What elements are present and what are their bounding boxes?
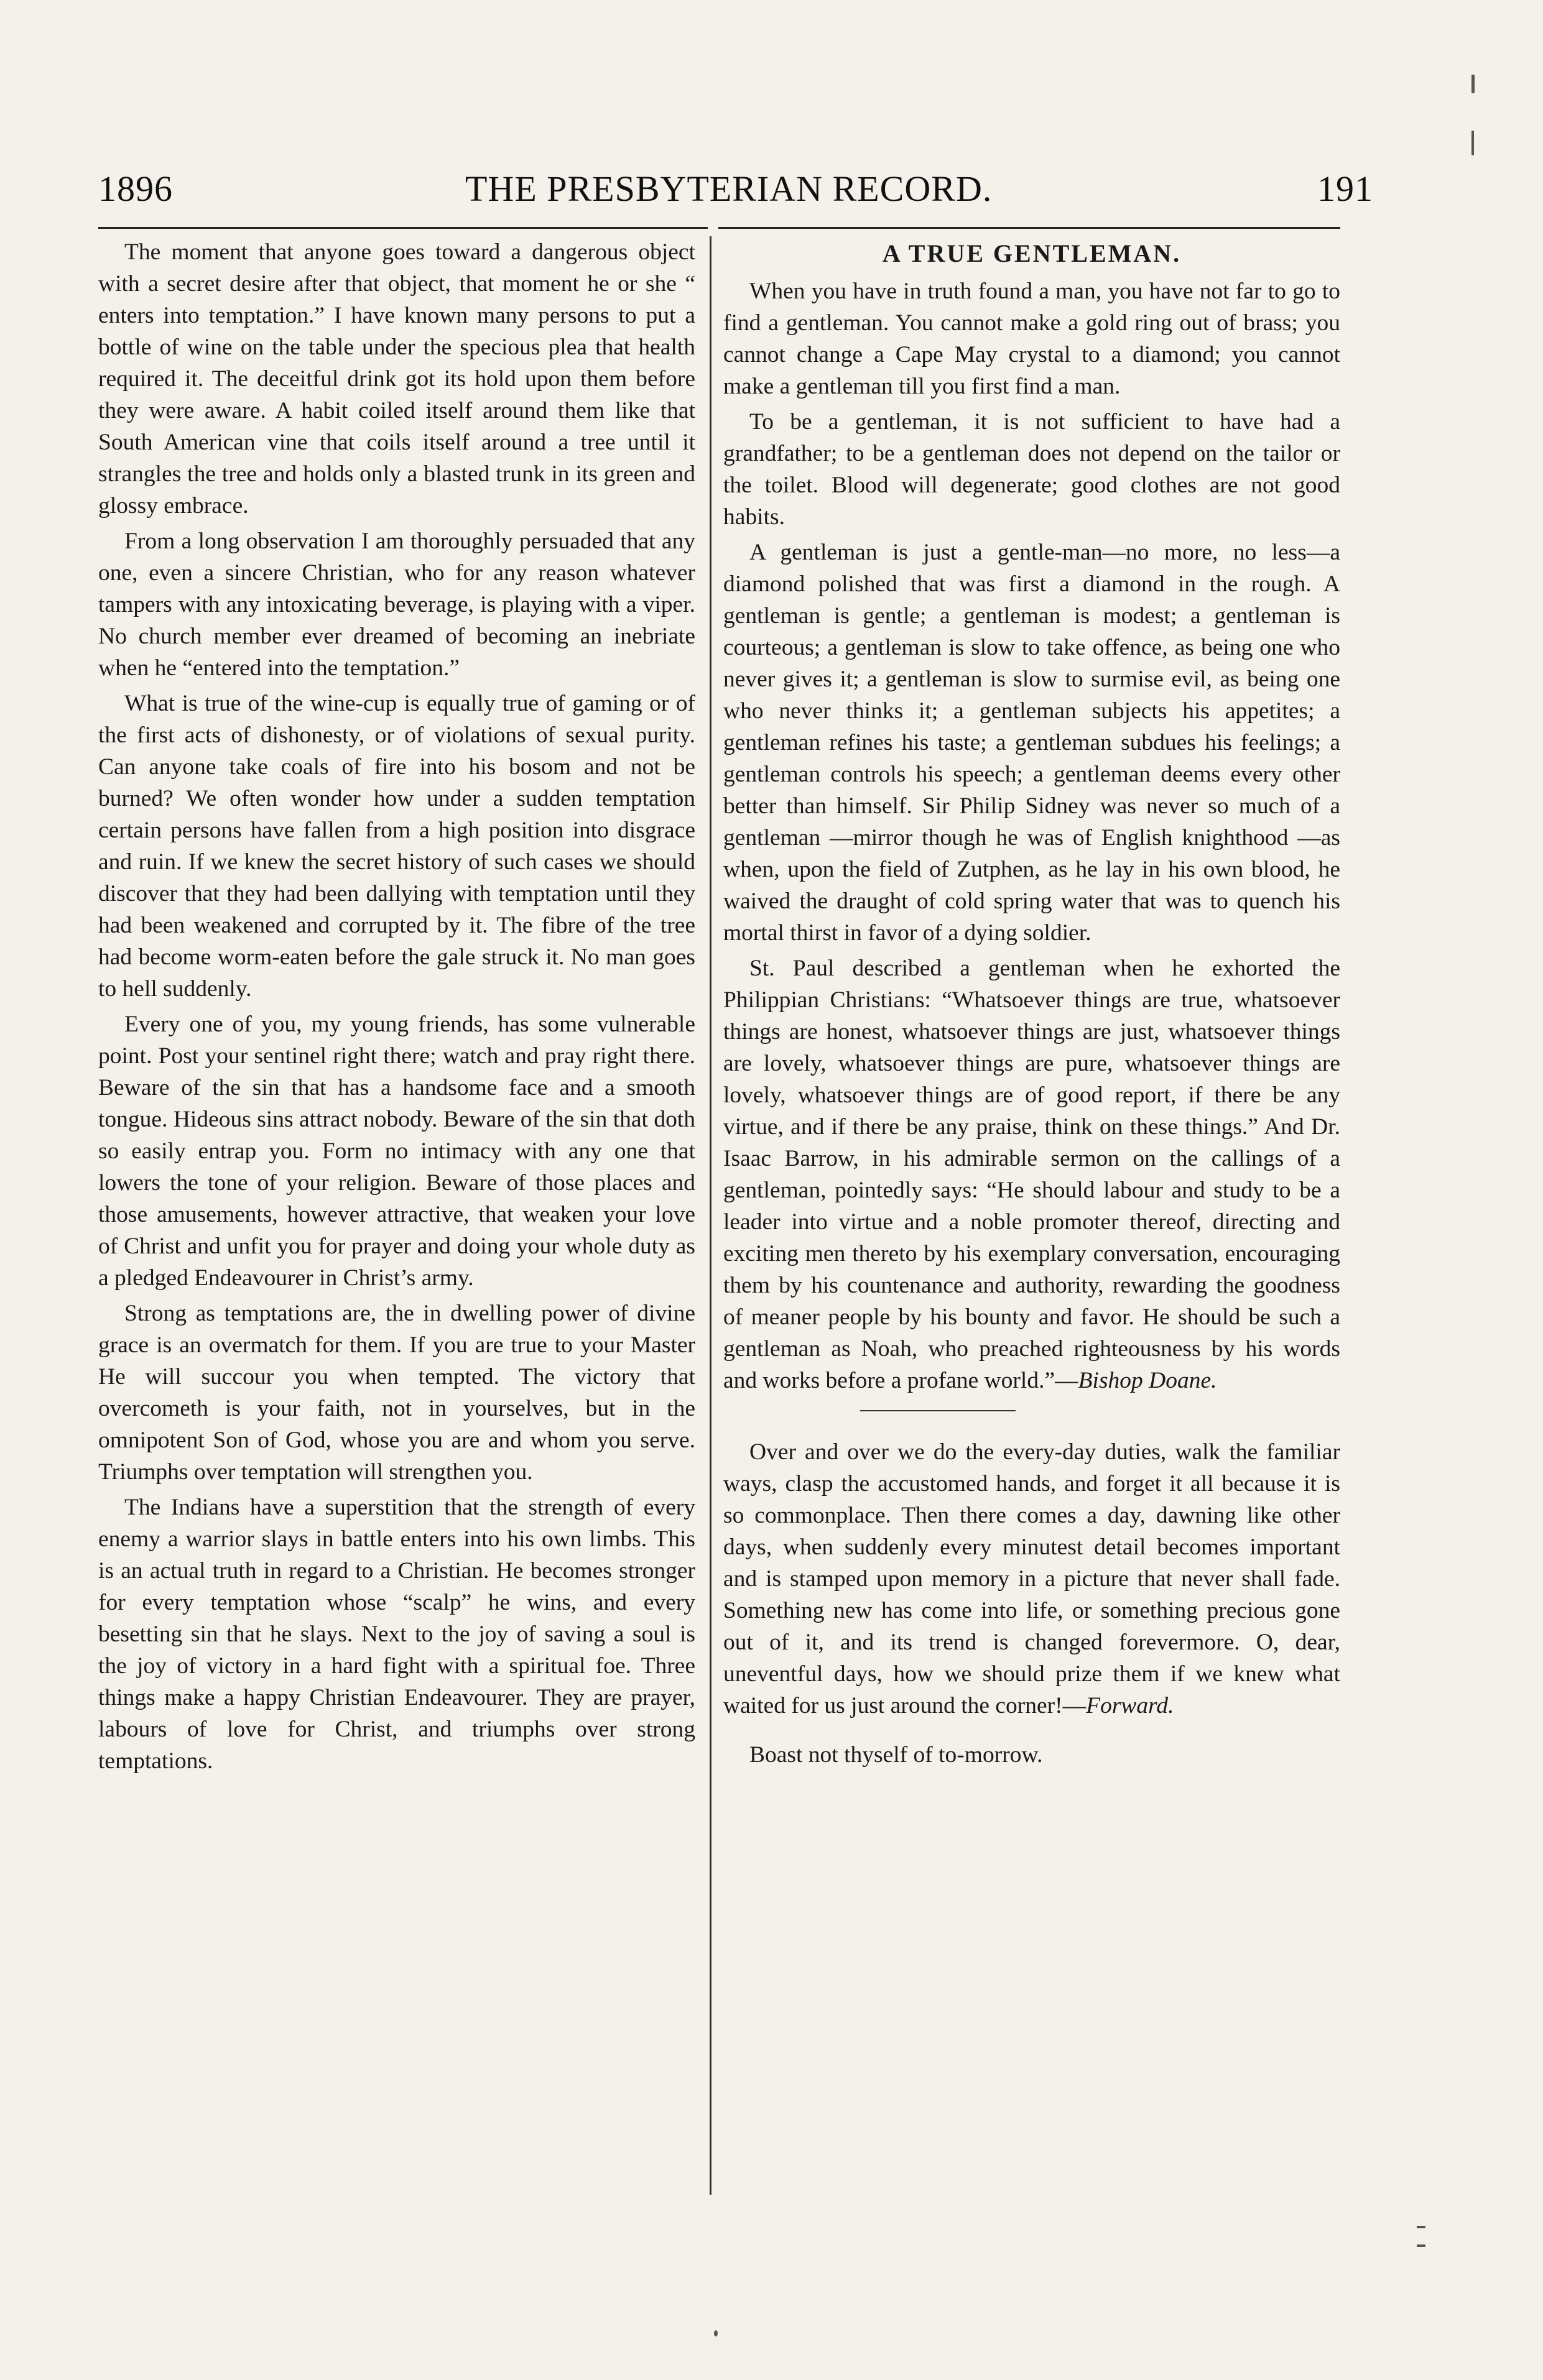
left-paragraph: The Indians have a superstition that the strength of every enemy a warrior slays in battle enters into his own limbs. This is an actual truth in regard to a Christian. He becomes stronger for every temptation whose “scalp” he wins, and every besetting sin that he slays. Next to the joy of saving a soul is the joy of victory in a hard fight with a spiritual foe. Three things make a happy Christian Endeavourer. They are prayer, labours of love for Christ, and triumphs over strong temptations.: [98, 1495, 695, 1774]
left-column: [98, 236, 695, 1781]
right-paragraph: When you have in truth found a man, you have not far to go to find a gentleman. You cannot make a gold ring out of brass; you cannot change a Cape May crystal to a diamond; you cannot make a gentleman till you first find a man.: [723, 279, 1340, 399]
header-year: 1896: [98, 168, 173, 209]
attribution: Bishop Doane.: [1078, 1368, 1217, 1393]
right-paragraph-with-attribution: [723, 952, 1340, 1396]
scan-mark: [714, 2330, 718, 2336]
scan-mark: [1417, 2226, 1425, 2228]
column-divider: [710, 236, 711, 2195]
scan-mark: [1471, 131, 1474, 155]
article-heading: A TRUE GENTLEMAN.: [882, 239, 1182, 267]
header-title: THE PRESBYTERIAN RECORD.: [465, 168, 993, 209]
header-rule-left: [98, 227, 708, 229]
left-paragraph: The moment that anyone goes toward a dangerous object with a secret desire after that object, that moment he or she “ enters into temptation.” I have known many persons to put a bottle of wine on the table under the specious plea that health required it. The deceitful drink got its hold upon them before they were aware. A habit coiled itself around them like that South American vine that coils itself around a tree until it strangles the tree and holds only a blasted trunk in its green and glossy embrace.: [98, 239, 695, 519]
left-paragraph: Every one of you, my young friends, has some vulnerable point. Post your sentinel right there; watch and pray right there. Beware of the sin that has a handsome face and a smooth tongue. Hideous sins attract nobody. Beware of the sin that doth so easily entrap you. Form no intimacy with any one that lowers the tone of your religion. Beware of those places and those amusements, however attractive, that weaken your love of Christ and unfit you for prayer and doing your whole duty as a pledged Endeavourer in Christ’s army.: [98, 1012, 695, 1291]
scan-mark: [1471, 75, 1475, 93]
left-paragraph: What is true of the wine-cup is equally true of gaming or of the first acts of dishonesty, or of violations of sexual purity. Can anyone take coals of fire into his bosom and not be burned? We often wonder how under a sudden temptation certain persons have fallen from a high position into disgrace and ruin. If we knew the secret history of such cases we should discover that they had been dallying with temptation until they had been weakened and corrupted by it. The fibre of the tree had become worm-eaten before the gale struck it. No man goes to hell suddenly.: [98, 691, 695, 1002]
right-paragraph-body: Over and over we do the every-day duties, walk the familiar ways, clasp the accustomed hands, and forget it all because it is so commonplace. Then there comes a day, dawning like other days, when suddenly every minutest detail becomes important and is stamped upon memory in a picture that never shall fade. Something new has come into life, or something precious gone out of it, and its trend is changed forevermore. O, dear, uneventful days, how we should prize them if we knew what waited for us just around the corner!—: [723, 1439, 1340, 1718]
scan-mark: [1417, 2244, 1425, 2247]
right-paragraph: A gentleman is just a gentle-man—no more, no less—a diamond polished that was first a diamond in the rough. A gentleman is gentle; a gentleman is modest; a gentleman is courteous; a gentleman is slow to take offence, as being one who never gives it; a gentleman is slow to surmise evil, as being one who never thinks it; a gentleman subjects his appetites; a gentleman refines his taste; a gentleman subdues his feelings; a gentleman controls his speech; a gentleman deems every other better than himself. Sir Philip Sidney was never so much of a gentleman —mirror though he was of English knighthood —as when, upon the field of Zutphen, as he lay in his own blood, he waived the draught of cold spring water that was to quench his mortal thirst in favor of a dying soldier.: [723, 540, 1340, 946]
right-paragraph-body: St. Paul described a gentleman when he exhorted the Philippian Christians: “Whatsoever things are true, whatsoever things are honest, whatsoever things are just, whatsoever things are lovely, whatsoever things are pure, whatsoever things are lovely, whatsoever things are of good report, if there be any virtue, and if there be any praise, think on these things.” And Dr. Isaac Barrow, in his admirable sermon on the callings of a gentleman, pointedly says: “He should labour and study to be a leader into virtue and a noble promoter thereof, directing and exciting men thereto by his exemplary conversation, encouraging them by his countenance and authority, rewarding the goodness of meaner people by his bounty and favor. He should be such a gentleman as Noah, who preached righteousness by his words and works before a profane world.”—: [723, 956, 1340, 1393]
attribution: Forward.: [1086, 1693, 1174, 1718]
left-paragraph: Strong as temptations are, the in dwelling power of divine grace is an overmatch for them. If you are true to your Master He will succour you when tempted. The victory that overcometh is your faith, not in yourselves, but in the omnipotent Son of God, whose you are and whom you serve. Triumphs over temptation will strengthen you.: [98, 1301, 695, 1485]
header-page-number: 191: [1317, 168, 1373, 209]
right-paragraph-with-attribution: [723, 1436, 1340, 1722]
header-rule-right: [718, 227, 1340, 229]
closing-line: Boast not thyself of to-morrow.: [749, 1742, 1043, 1768]
left-paragraph: From a long observation I am thoroughly persuaded that any one, even a sincere Christian, who for any reason whatever tampers with any intoxicating beverage, is playing with a viper. No church member ever dreamed of becoming an inebriate when he “entered into the temptation.”: [98, 528, 695, 681]
right-column: [723, 236, 1340, 1774]
page-header: [98, 168, 1373, 218]
right-paragraph: To be a gentleman, it is not sufficient to have had a grandfather; to be a gentleman does not depend on the tailor or the toilet. Blood will degenerate; good clothes are not good habits.: [723, 409, 1340, 530]
section-separator: [860, 1410, 1016, 1411]
